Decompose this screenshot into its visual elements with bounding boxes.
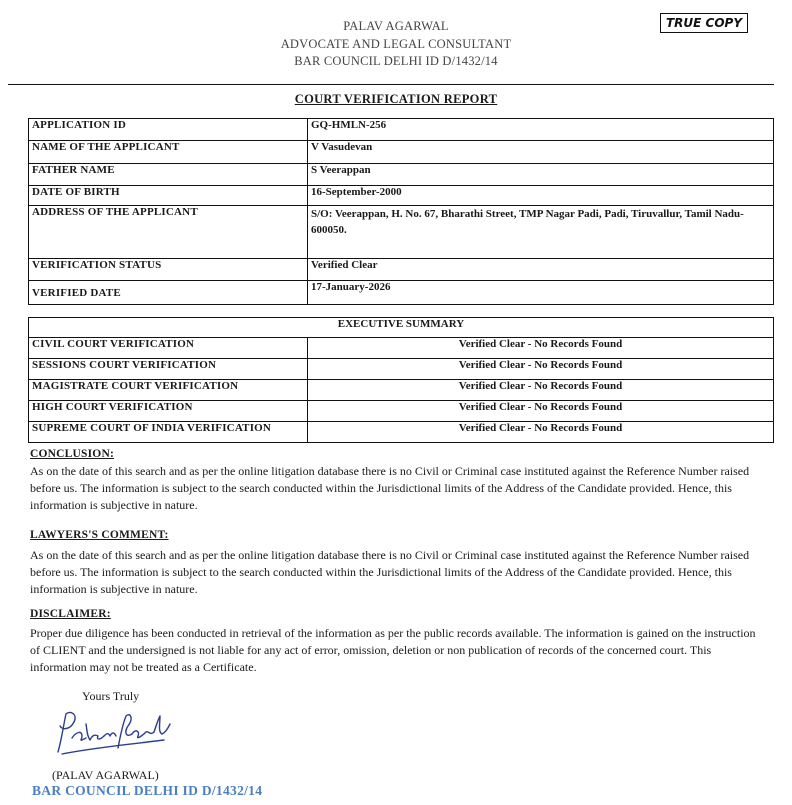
detail-label: APPLICATION ID (29, 119, 308, 141)
table-row (29, 206, 774, 259)
detail-label: FATHER NAME (29, 164, 308, 186)
summary-value: Verified Clear - No Records Found (308, 338, 774, 359)
lawyers-comment-title: LAWYERS'S COMMENT: (30, 529, 169, 541)
table-row (29, 281, 774, 305)
table-row (29, 380, 774, 401)
table-row (29, 318, 774, 338)
table-row (29, 164, 774, 186)
table-row (29, 338, 774, 359)
executive-summary-table (28, 317, 774, 443)
detail-value: 16-September-2000 (308, 186, 774, 206)
disclaimer-title: DISCLAIMER: (30, 608, 111, 620)
summary-value: Verified Clear - No Records Found (308, 380, 774, 401)
summary-value: Verified Clear - No Records Found (308, 359, 774, 380)
detail-label: ADDRESS OF THE APPLICANT (29, 206, 308, 259)
handwritten-signature (52, 708, 172, 763)
table-row (29, 422, 774, 443)
disclaimer-text: Proper due diligence has been conducted in retrieval of the information as per the public records available. The information is gained on the instruction of CLIENT and the undersigned is not liable for any act of error, omission, deletion or non publication of records of the concerned court. This information may not be treated as a Certificate. (30, 626, 756, 674)
conclusion-text: As on the date of this search and as per the online litigation database there is no Civil or Criminal case instituted against the Reference Number raised before us. The information is subject to the search conducted within the Jurisdictional limits of the Address of the Candidate provided. Hence, this information is subjective in nature. (30, 464, 750, 512)
table-row (29, 359, 774, 380)
summary-label: HIGH COURT VERIFICATION (29, 401, 308, 422)
lawyers-comment-text: As on the date of this search and as per the online litigation database there is no Civil or Criminal case instituted against the Reference Number raised before us. The information is subject to the search conducted within the Jurisdictional limits of the Address of the Candidate provided. Hence, this information is subjective in nature. (30, 548, 750, 596)
table-row (29, 119, 774, 141)
table-row (29, 401, 774, 422)
detail-value: Verified Clear (308, 259, 774, 281)
table-row (29, 186, 774, 206)
advocate-name: PALAV AGARWAL (343, 19, 449, 33)
detail-value: S Veerappan (308, 164, 774, 186)
detail-value: S/O: Veerappan, H. No. 67, Bharathi Street, TMP Nagar Padi, Padi, Tiruvallur, Tamil Nadu-600050. (308, 206, 774, 259)
signatory-bar-id: BAR COUNCIL DELHI ID D/1432/14 (32, 783, 263, 798)
summary-title: EXECUTIVE SUMMARY (29, 318, 774, 338)
summary-value: Verified Clear - No Records Found (308, 401, 774, 422)
table-row (29, 141, 774, 164)
closing-text: Yours Truly (82, 689, 140, 703)
detail-label: DATE OF BIRTH (29, 186, 308, 206)
applicant-details-table (28, 118, 774, 305)
detail-value: GQ-HMLN-256 (308, 119, 774, 141)
summary-label: SUPREME COURT OF INDIA VERIFICATION (29, 422, 308, 443)
detail-value: V Vasudevan (308, 141, 774, 164)
summary-value: Verified Clear - No Records Found (308, 422, 774, 443)
true-copy-stamp: TRUE COPY (660, 13, 748, 33)
signatory-name: (PALAV AGARWAL) (52, 768, 159, 782)
summary-label: MAGISTRATE COURT VERIFICATION (29, 380, 308, 401)
table-row (29, 259, 774, 281)
summary-label: SESSIONS COURT VERIFICATION (29, 359, 308, 380)
advocate-designation: ADVOCATE AND LEGAL CONSULTANT (280, 37, 512, 51)
advocate-bar-id: BAR COUNCIL DELHI ID D/1432/14 (294, 54, 498, 68)
summary-label: CIVIL COURT VERIFICATION (29, 338, 308, 359)
detail-label: VERIFICATION STATUS (29, 259, 308, 281)
detail-value: 17-January-2026 (308, 281, 774, 305)
detail-label: VERIFIED DATE (29, 281, 308, 305)
detail-label: NAME OF THE APPLICANT (29, 141, 308, 164)
header-divider (8, 84, 774, 85)
report-title: COURT VERIFICATION REPORT (294, 92, 498, 106)
conclusion-title: CONCLUSION: (30, 448, 114, 460)
